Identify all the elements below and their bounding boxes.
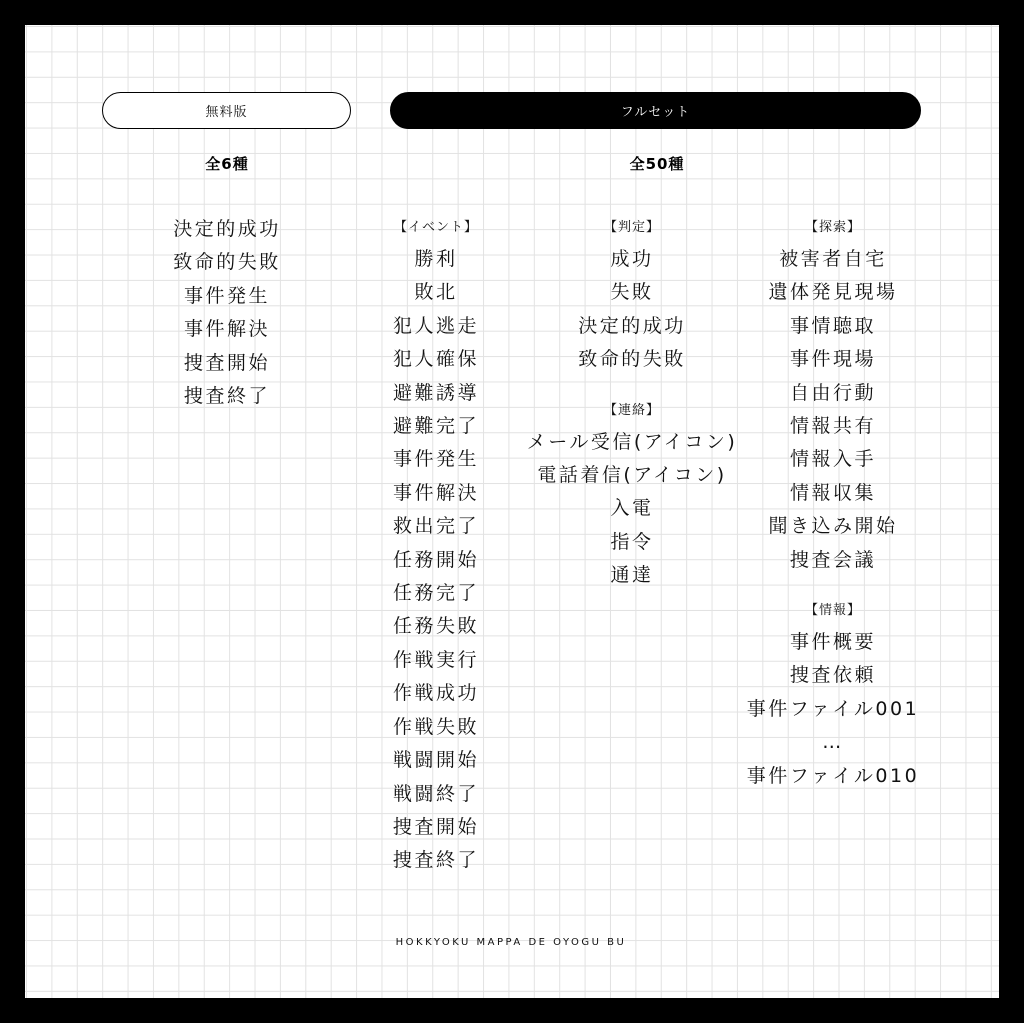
contact-list-item: 指令 xyxy=(610,530,654,553)
event-list-item: 任務完了 xyxy=(392,582,480,605)
event-list-item: 戦闘終了 xyxy=(392,782,480,805)
info-list-item: 捜査依頼 xyxy=(789,664,877,687)
judge-header: 【判定】 xyxy=(603,220,661,235)
explore-list-item: 被害者自宅 xyxy=(779,248,887,270)
event-list-item: 避難誘導 xyxy=(392,381,480,404)
judge-contact-column xyxy=(527,218,737,593)
free-list-item: 決定的成功 xyxy=(173,218,281,240)
footer-credit: HOKKYOKU MAPPA DE OYOGU BU xyxy=(395,937,627,948)
event-column xyxy=(393,218,479,878)
explore-list-item: 情報共有 xyxy=(789,415,877,438)
explore-list-item: 情報収集 xyxy=(789,481,877,504)
grid-canvas xyxy=(25,25,999,998)
event-list-item: 敗北 xyxy=(414,281,458,304)
event-list-item: 作戦実行 xyxy=(392,648,480,671)
free-list-item: 捜査開始 xyxy=(183,351,271,374)
info-list-item: 事件概要 xyxy=(789,631,877,654)
event-list-item: 避難完了 xyxy=(392,415,480,438)
explore-list-item: 遺体発見現場 xyxy=(768,281,898,304)
explore-header: 【探索】 xyxy=(804,220,862,235)
explore-list-item: 自由行動 xyxy=(789,381,877,404)
free-list-item: 捜査終了 xyxy=(183,385,271,408)
judge-list-item: 致命的失敗 xyxy=(578,348,686,371)
info-list-item: 事件ファイル010 xyxy=(746,764,920,787)
contact-list-item: 入電 xyxy=(610,497,654,520)
contact-list-item: 通達 xyxy=(610,564,654,587)
judge-list-item: 失敗 xyxy=(610,281,654,304)
explore-list-item: 事件現場 xyxy=(789,348,877,371)
event-list-item: 救出完了 xyxy=(392,515,480,538)
explore-info-column xyxy=(747,218,919,793)
info-list-item: … xyxy=(822,731,844,754)
event-list-item: 捜査開始 xyxy=(392,815,480,838)
event-list-item: 犯人逃走 xyxy=(392,314,480,337)
free-version-label: 無料版 xyxy=(102,92,351,129)
explore-list-item: 聞き込み開始 xyxy=(768,515,898,538)
info-list-item: 事件ファイル001 xyxy=(746,697,920,720)
event-list-item: 任務失敗 xyxy=(392,615,480,638)
full-count: 全50種 xyxy=(629,155,685,173)
event-list-item: 作戦失敗 xyxy=(392,715,480,738)
event-list-item: 任務開始 xyxy=(392,548,480,571)
free-list-item: 事件解決 xyxy=(183,318,271,341)
full-set-label: フルセット xyxy=(390,92,921,129)
explore-list-item: 事情聴取 xyxy=(789,314,877,337)
contact-list-item: 電話着信(アイコン) xyxy=(537,464,727,487)
free-list-item: 事件発生 xyxy=(183,284,271,307)
info-header: 【情報】 xyxy=(804,603,862,619)
event-list-item: 事件発生 xyxy=(392,448,480,471)
explore-list-item: 捜査会議 xyxy=(789,548,877,571)
free-count: 全6種 xyxy=(205,155,249,173)
event-list-item: 勝利 xyxy=(414,248,458,270)
contact-list-item: メール受信(アイコン) xyxy=(526,430,738,453)
contact-header: 【連絡】 xyxy=(603,402,661,418)
free-column xyxy=(173,213,281,413)
event-list-item: 事件解決 xyxy=(392,481,480,504)
explore-list-item: 情報入手 xyxy=(789,448,877,471)
event-list-item: 戦闘開始 xyxy=(392,749,480,772)
event-list-item: 作戦成功 xyxy=(392,682,480,705)
judge-list-item: 成功 xyxy=(610,248,654,270)
event-header: 【イベント】 xyxy=(393,220,479,235)
judge-list-item: 決定的成功 xyxy=(578,314,686,337)
free-list-item: 致命的失敗 xyxy=(173,251,281,274)
event-list-item: 犯人確保 xyxy=(392,348,480,371)
event-list-item: 捜査終了 xyxy=(392,849,480,872)
